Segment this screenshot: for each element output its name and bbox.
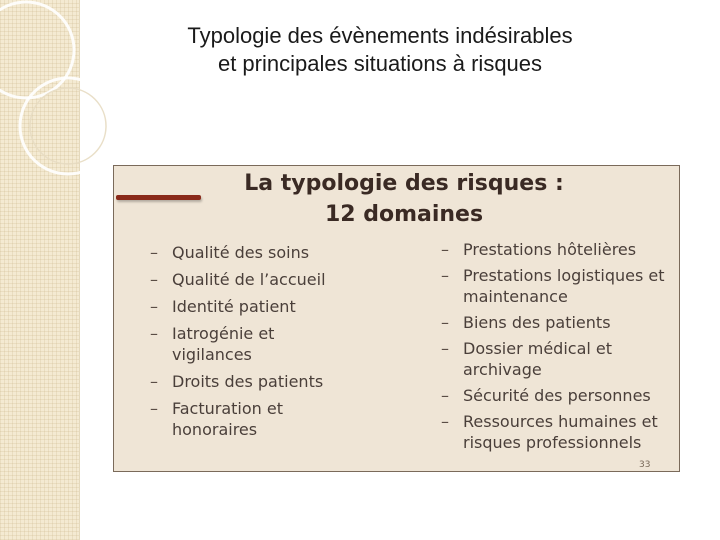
- accent-bar: [116, 195, 201, 200]
- risk-domain-list-right: [441, 239, 676, 458]
- list-item-label: Dossier médical et archivage: [463, 339, 613, 379]
- dash-bullet: –: [441, 412, 449, 431]
- dash-bullet: –: [150, 324, 158, 343]
- dash-bullet: –: [150, 399, 158, 418]
- list-item-label: Facturation et honoraires: [172, 399, 283, 439]
- list-item: [150, 242, 400, 263]
- list-item: [441, 239, 676, 260]
- list-item: [441, 385, 676, 406]
- panel-heading-line-2: 12 domaines: [324, 202, 484, 227]
- list-item: [441, 312, 676, 333]
- panel-heading-line-1: La typologie des risques :: [244, 171, 564, 196]
- list-item: [441, 338, 653, 380]
- risk-typology-panel: [113, 165, 680, 472]
- dash-bullet: –: [441, 313, 449, 332]
- list-item: [150, 371, 400, 392]
- list-item-label: Prestations hôtelières: [463, 240, 637, 259]
- dash-bullet: –: [150, 270, 158, 289]
- list-item-label: Droits des patients: [172, 372, 324, 391]
- list-item: [150, 269, 400, 290]
- slide-title: [120, 22, 640, 78]
- dash-bullet: –: [150, 372, 158, 391]
- risk-domain-list-left: [150, 242, 400, 446]
- dash-bullet: –: [150, 297, 158, 316]
- dash-bullet: –: [441, 339, 449, 358]
- list-item-label: Identité patient: [172, 297, 296, 316]
- page-number: 33: [639, 460, 651, 470]
- list-item-label: Ressources humaines et risques professionnels: [463, 412, 658, 452]
- list-item-label: Prestations logistiques et maintenance: [463, 266, 665, 306]
- panel-heading: [214, 168, 594, 230]
- list-item: [441, 265, 676, 307]
- list-item-label: Qualité des soins: [172, 243, 310, 262]
- dash-bullet: –: [441, 240, 449, 259]
- list-item: [150, 296, 400, 317]
- list-item: [441, 411, 678, 453]
- decorative-circles: [0, 0, 130, 200]
- list-item-label: Biens des patients: [463, 313, 611, 332]
- slide-title-line-1: Typologie des évènements indésirables: [187, 23, 573, 48]
- list-item-label: Iatrogénie et vigilances: [172, 324, 275, 364]
- slide-title-line-2: et principales situations à risques: [217, 51, 543, 76]
- list-item-label: Qualité de l’accueil: [172, 270, 326, 289]
- dash-bullet: –: [441, 266, 449, 285]
- dash-bullet: –: [441, 386, 449, 405]
- list-item: [150, 323, 332, 365]
- list-item: [150, 398, 332, 440]
- dash-bullet: –: [150, 243, 158, 262]
- list-item-label: Sécurité des personnes: [463, 386, 651, 405]
